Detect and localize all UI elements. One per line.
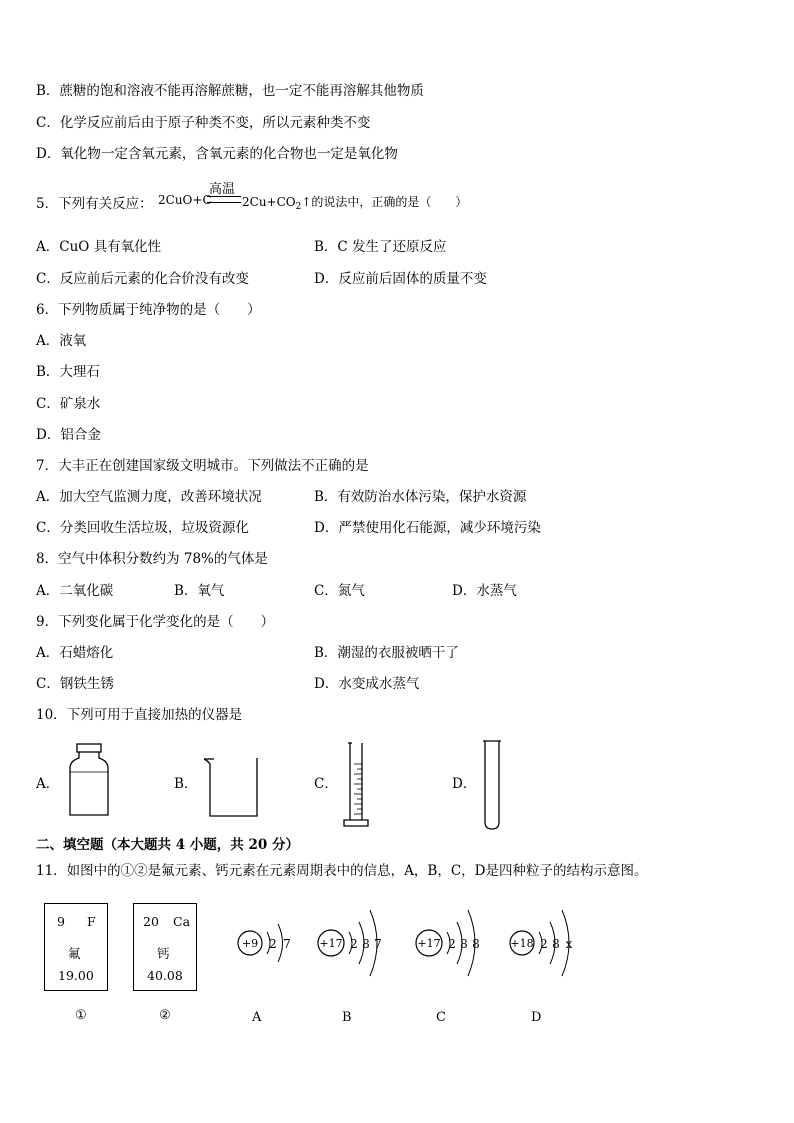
q6-option-d: D．铝合金 bbox=[36, 427, 101, 443]
q8-option-b: B．氧气 bbox=[174, 583, 225, 599]
q6-option-b: B．大理石 bbox=[36, 364, 100, 380]
periodic-cell-fluorine bbox=[44, 903, 108, 991]
caption-2: ② bbox=[159, 1008, 171, 1023]
nucleus-label: +17 bbox=[417, 937, 441, 950]
caption-1: ① bbox=[75, 1008, 87, 1023]
q6-stem: 6．下列物质属于纯净物的是（ ） bbox=[36, 302, 261, 318]
atomic-number: 20 bbox=[143, 914, 159, 929]
atom-diagram-b bbox=[314, 898, 390, 988]
caption-b: B bbox=[342, 1010, 352, 1025]
q10-option-a: A． bbox=[36, 776, 60, 792]
shell-electrons: 7 bbox=[283, 937, 291, 951]
q5-products-subscript: 2 bbox=[295, 202, 302, 212]
q5-option-c: C．反应前后元素的化合价没有改变 bbox=[36, 271, 249, 287]
periodic-cell-calcium bbox=[133, 903, 197, 991]
q4-option-b: B．蔗糖的饱和溶液不能再溶解蔗糖，也一定不能再溶解其他物质 bbox=[36, 83, 424, 99]
element-name: 氟 bbox=[68, 946, 81, 961]
element-name: 钙 bbox=[157, 946, 170, 961]
reaction-equals-sign bbox=[207, 196, 241, 203]
q5-prefix: 5．下列有关反应： bbox=[36, 196, 153, 212]
q8-option-a: A．二氧化碳 bbox=[36, 583, 114, 599]
q9-option-c: C．钢铁生锈 bbox=[36, 676, 114, 692]
shell-electrons: 8 bbox=[460, 937, 468, 951]
nucleus-label: +9 bbox=[241, 937, 259, 950]
q7-option-d: D．严禁使用化石能源，减少环境污染 bbox=[314, 520, 541, 536]
atom-diagram-d bbox=[506, 898, 586, 988]
q8-option-d: D．水蒸气 bbox=[452, 583, 517, 599]
reagent-bottle-icon bbox=[66, 742, 112, 818]
q8-stem: 8．空气中体积分数约为 78%的气体是 bbox=[36, 551, 268, 567]
q9-stem: 9．下列变化属于化学变化的是（ ） bbox=[36, 614, 275, 630]
element-symbol: Ca bbox=[173, 914, 191, 929]
shell-electrons: 8 bbox=[472, 937, 480, 951]
shell-electrons: 2 bbox=[540, 937, 548, 951]
shell-electrons: 2 bbox=[350, 937, 358, 951]
shell-electrons: 8 bbox=[362, 937, 370, 951]
q9-option-d: D．水变成水蒸气 bbox=[314, 676, 420, 692]
nucleus-label: +18 bbox=[510, 937, 534, 950]
q10-option-d: D． bbox=[452, 776, 477, 792]
atom-diagram-c bbox=[412, 898, 488, 988]
atomic-mass: 19.00 bbox=[58, 968, 94, 983]
q7-option-b: B．有效防治水体污染，保护水资源 bbox=[314, 489, 527, 505]
q9-option-a: A．石蜡熔化 bbox=[36, 645, 114, 661]
q7-stem: 7．大丰正在创建国家级文明城市。下列做法不正确的是 bbox=[36, 458, 369, 474]
element-symbol: F bbox=[87, 914, 96, 929]
q7-option-a: A．加大空气监测力度，改善环境状况 bbox=[36, 489, 262, 505]
q7-option-c: C．分类回收生活垃圾，垃圾资源化 bbox=[36, 520, 249, 536]
q5-condition: 高温 bbox=[209, 182, 236, 197]
q11-stem: 11．如图中的①②是氟元素、钙元素在元素周期表中的信息，A，B，C，D是四种粒子的结构示意图。 bbox=[36, 863, 648, 879]
q5-option-d: D．反应前后固体的质量不变 bbox=[314, 271, 487, 287]
q6-option-c: C．矿泉水 bbox=[36, 396, 101, 412]
q5-products-main: 2Cu+CO bbox=[242, 195, 296, 209]
q10-option-c: C． bbox=[314, 776, 338, 792]
q8-option-c: C．氮气 bbox=[314, 583, 365, 599]
caption-a: A bbox=[252, 1010, 262, 1025]
shell-electrons: 7 bbox=[374, 937, 382, 951]
q5-option-b: B．C 发生了还原反应 bbox=[314, 239, 447, 255]
atomic-mass: 40.08 bbox=[147, 968, 183, 983]
shell-electrons: 2 bbox=[269, 937, 277, 951]
shell-electrons: 8 bbox=[552, 937, 560, 951]
caption-c: C bbox=[436, 1010, 446, 1025]
caption-d: D bbox=[531, 1010, 542, 1025]
atom-diagram-a bbox=[234, 910, 304, 976]
graduated-cylinder-icon bbox=[340, 740, 376, 830]
q5-option-a: A．CuO 具有氧化性 bbox=[36, 239, 162, 255]
q4-option-c: C．化学反应前后由于原子种类不变，所以元素种类不变 bbox=[36, 115, 371, 131]
beaker-icon bbox=[202, 755, 262, 819]
q10-option-b: B． bbox=[174, 776, 198, 792]
shell-electrons: 2 bbox=[448, 937, 456, 951]
q9-option-b: B．潮湿的衣服被晒干了 bbox=[314, 645, 459, 661]
test-tube-icon bbox=[480, 738, 504, 832]
q5-reactants: 2CuO+C bbox=[158, 193, 212, 207]
atomic-number: 9 bbox=[57, 914, 65, 929]
q5-products bbox=[242, 193, 467, 212]
shell-electrons: x bbox=[565, 937, 573, 951]
section-heading: 二、填空题（本大题共 4 小题，共 20 分） bbox=[36, 837, 299, 853]
q4-option-d: D．氧化物一定含氧元素，含氧元素的化合物也一定是氧化物 bbox=[36, 146, 398, 162]
nucleus-label: +17 bbox=[319, 937, 343, 950]
q5-stem bbox=[36, 178, 536, 212]
q10-stem: 10．下列可用于直接加热的仪器是 bbox=[36, 707, 243, 723]
q6-option-a: A．液氧 bbox=[36, 333, 87, 349]
q5-suffix: ↑的说法中，正确的是（ ） bbox=[301, 195, 468, 209]
